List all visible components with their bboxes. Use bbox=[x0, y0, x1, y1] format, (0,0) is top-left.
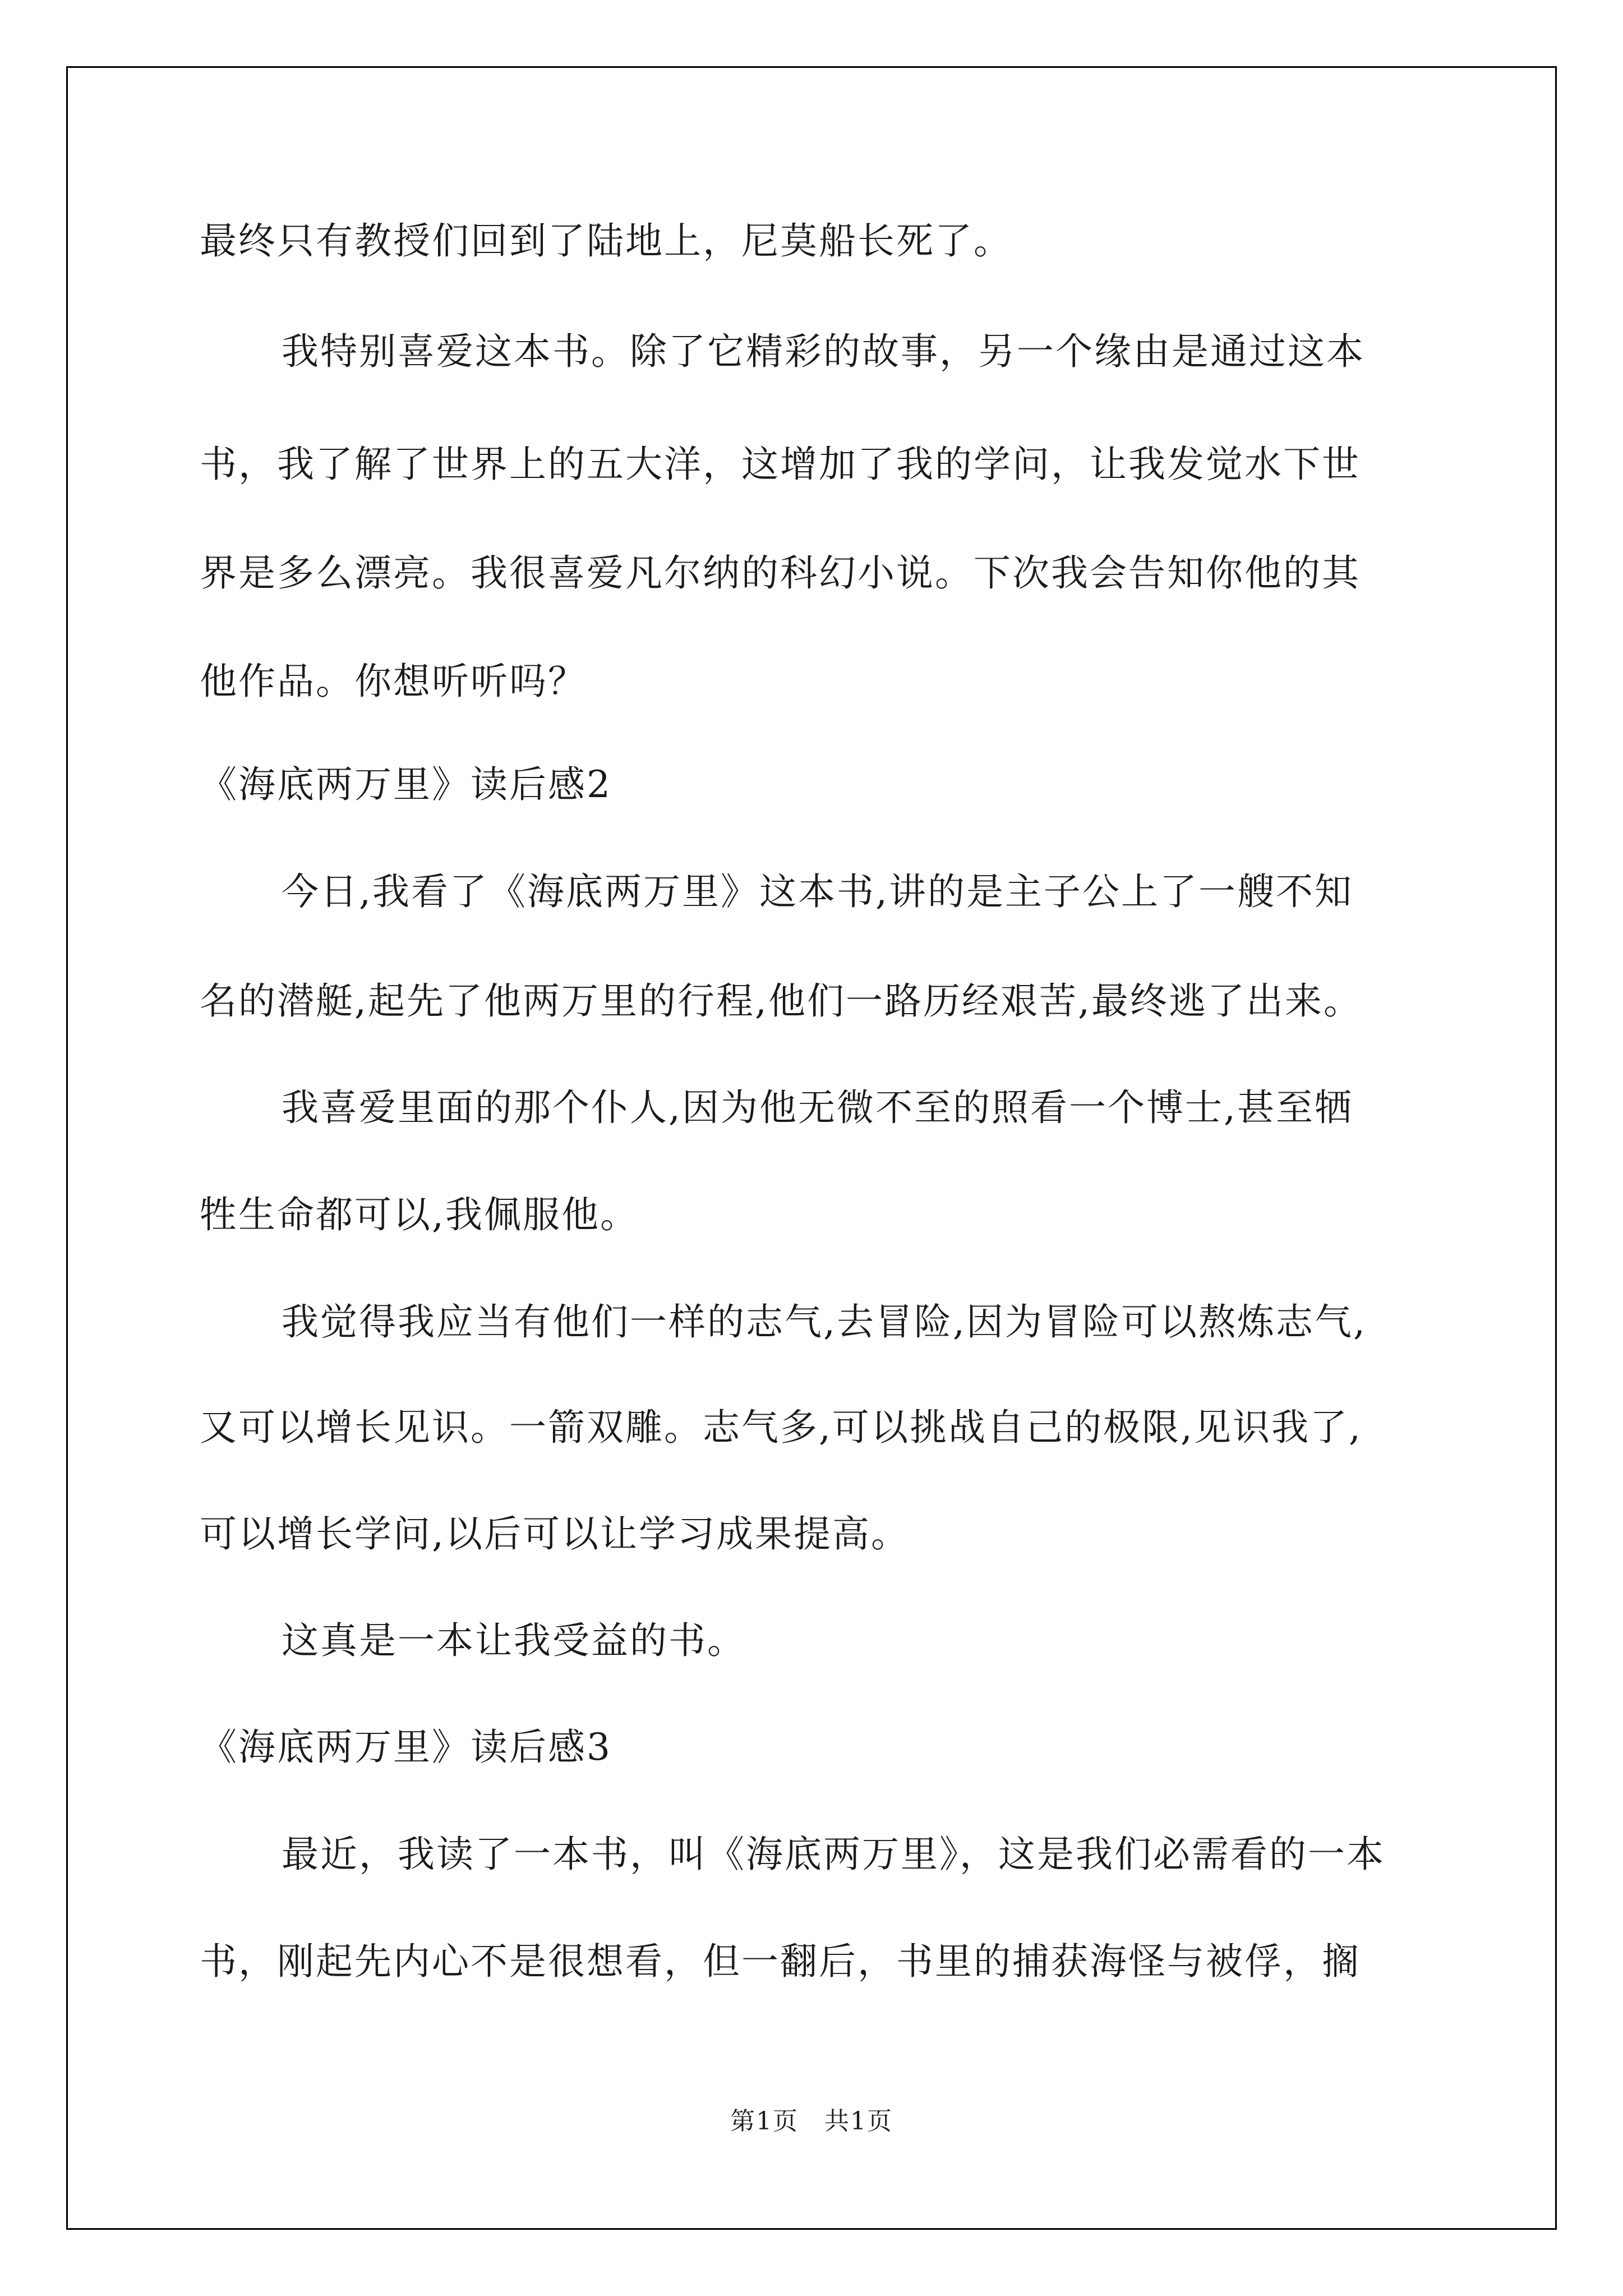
page-footer: 第1页 共1页 bbox=[730, 2107, 893, 2136]
paragraph-line: 牲生命都可以,我佩服他。 bbox=[200, 1193, 639, 1236]
paragraph-line: 今日,我看了《海底两万里》这本书,讲的是主子公上了一艘不知 bbox=[282, 870, 1353, 913]
paragraph-line: 最终只有教授们回到了陆地上，尼莫船长死了。 bbox=[200, 219, 1012, 263]
section-heading: 《海底两万里》读后感2 bbox=[200, 763, 612, 806]
paragraph-line: 我喜爱里面的那个仆人,因为他无微不至的照看一个博士,甚至牺 bbox=[282, 1086, 1353, 1129]
paragraph-line: 界是多么漂亮。我很喜爱凡尔纳的科幻小说。下次我会告知你他的其 bbox=[200, 551, 1361, 595]
paragraph-line: 可以增长学问,以后可以让学习成果提高。 bbox=[200, 1512, 910, 1556]
paragraph-line: 又可以增长见识。一箭双雕。志气多,可以挑战自己的极限,见识我了, bbox=[200, 1406, 1362, 1449]
paragraph-line: 我觉得我应当有他们一样的志气,去冒险,因为冒险可以熬炼志气, bbox=[282, 1300, 1367, 1343]
section-heading: 《海底两万里》读后感3 bbox=[200, 1726, 612, 1769]
paragraph-line: 书，我了解了世界上的五大洋，这增加了我的学问，让我发觉水下世 bbox=[200, 443, 1361, 486]
page-border bbox=[66, 66, 1557, 2230]
paragraph-line: 这真是一本让我受益的书。 bbox=[282, 1619, 746, 1662]
paragraph-line: 我特别喜爱这本书。除了它精彩的故事，另一个缘由是通过这本 bbox=[282, 330, 1365, 373]
paragraph-line: 他作品。你想听听吗？ bbox=[200, 660, 587, 703]
paragraph-line: 名的潜艇,起先了他两万里的行程,他们一路历经艰苦,最终逃了出来。 bbox=[200, 979, 1362, 1023]
paragraph-line: 书，刚起先内心不是很想看，但一翻后，书里的捕获海怪与被俘，搁 bbox=[200, 1940, 1361, 1983]
paragraph-line: 最近，我读了一本书，叫《海底两万里》，这是我们必需看的一本 bbox=[282, 1833, 1385, 1876]
